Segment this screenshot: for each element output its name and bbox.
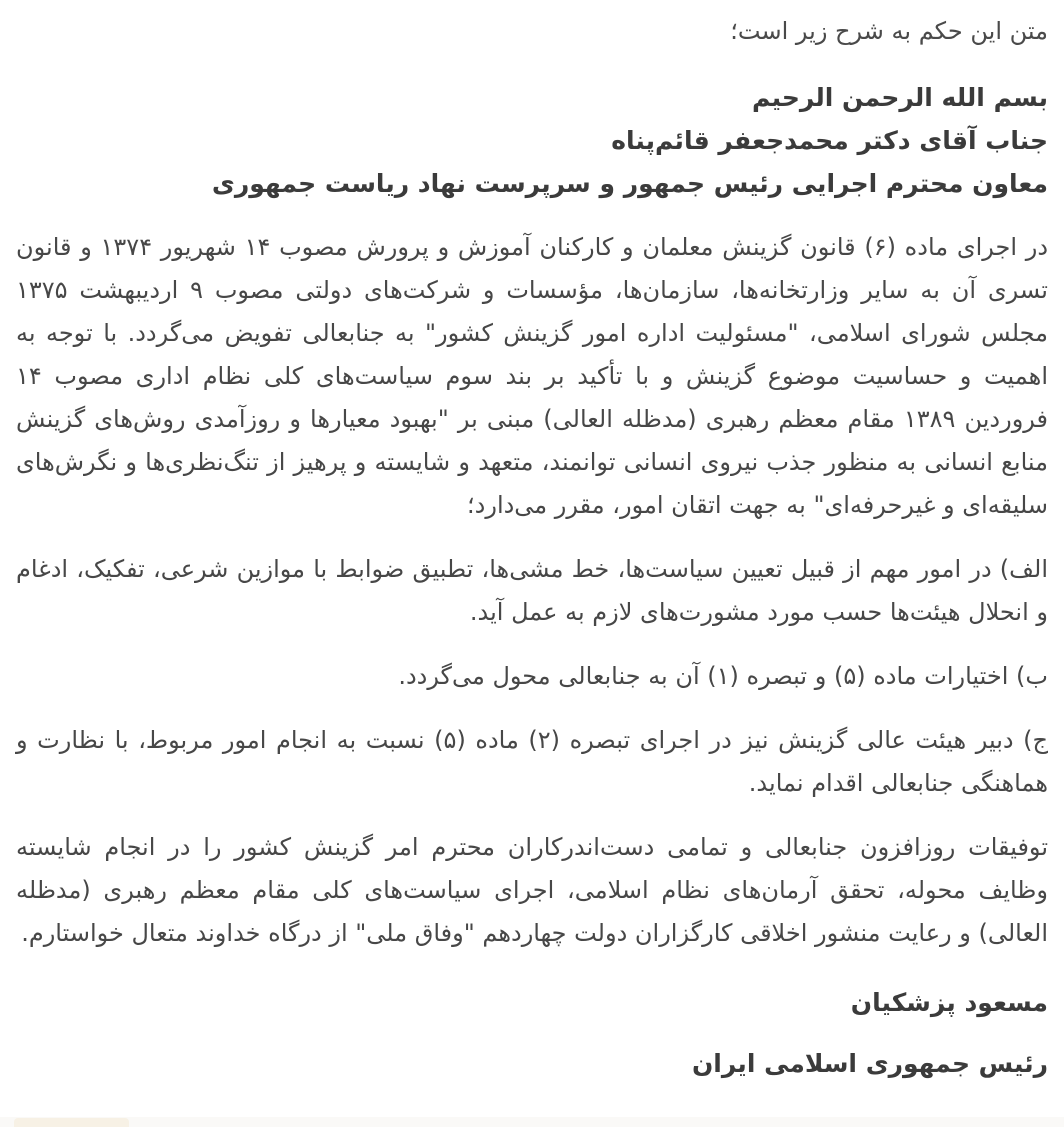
addressee-block [16,76,1048,205]
decree-clause-be: ب) اختیارات ماده (۵) و تبصره (۱) آن به جنابعالی محول می‌گردد. [398,662,1048,690]
decree-clause-jim: ج) دبیر هیئت عالی گزینش نیز در اجرای تبصره (۲) ماده (۵) نسبت به انجام امور مربوط، با نظارت و هماهنگی جنابعالی اقدام نماید. [16,726,1048,797]
footer-corner-blob [14,1118,129,1127]
decree-paragraph-closing: توفیقات روزافزون جنابعالی و تمامی دست‌اندرکاران محترم امر گزینش کشور را در انجام شایسته وظایف محوله، تحقق آرمان‌های نظام اسلامی، اجرای سیاست‌های کلی مقام معظم رهبری (مدظله العالی) و رعایت منشور اخلاقی کارگزاران دولت چهاردهم "وفاق ملی" از درگاه خداوند متعال خواستارم. [16,833,1048,947]
signature-name: مسعود پزشکیان [850,988,1048,1017]
basmala: بسم الله الرحمن الرحیم [752,83,1048,112]
page-bottom-edge [0,1117,1064,1127]
decree-clause-alef: الف) در امور مهم از قبیل تعیین سیاست‌ها، خط مشی‌ها، تطبیق ضوابط با موازین شرعی، تفکیک، ادغام و انحلال هیئت‌ها حسب مورد مشورت‌های لازم به عمل آید. [16,555,1048,626]
decree-paragraph-delegation: در اجرای ماده (۶) قانون گزینش معلمان و کارکنان آموزش و پرورش مصوب ۱۴ شهریور ۱۳۷۴ و قانون تسری آن به سایر وزارتخانه‌ها، سازمان‌ها، مؤسسات و شرکت‌های دولتی مصوب ۹ اردیبهشت ۱۳۷۵ مجلس شورای اسلامی، "مسئولیت اداره امور گزینش کشور" به جنابعالی تفویض می‌گردد. با توجه به اهمیت و حساسیت موضوع گزینش و با تأکید بر بند سوم سیاست‌های کلی نظام اداری مصوب ۱۴ فروردین ۱۳۸۹ مقام معظم رهبری (مدظله العالی) مبنی بر "بهبود معیارها و روزآمدی روش‌های گزینش منابع انسانی به منظور جذب نیروی انسانی توانمند، متعهد و شایسته و پرهیز از تنگ‌نظری‌ها و نگرش‌های سلیقه‌ای و غیرحرفه‌ای" به جهت اتقان امور، مقرر می‌دارد؛ [16,233,1049,519]
addressee-name: جناب آقای دکتر محمدجعفر قائم‌پناه [611,126,1048,155]
addressee-title: معاون محترم اجرایی رئیس جمهور و سرپرست نهاد ریاست جمهوری [211,169,1048,198]
intro-line: متن این حکم به شرح زیر است؛ [730,17,1048,45]
signature-title: رئیس جمهوری اسلامی ایران [691,1049,1048,1078]
